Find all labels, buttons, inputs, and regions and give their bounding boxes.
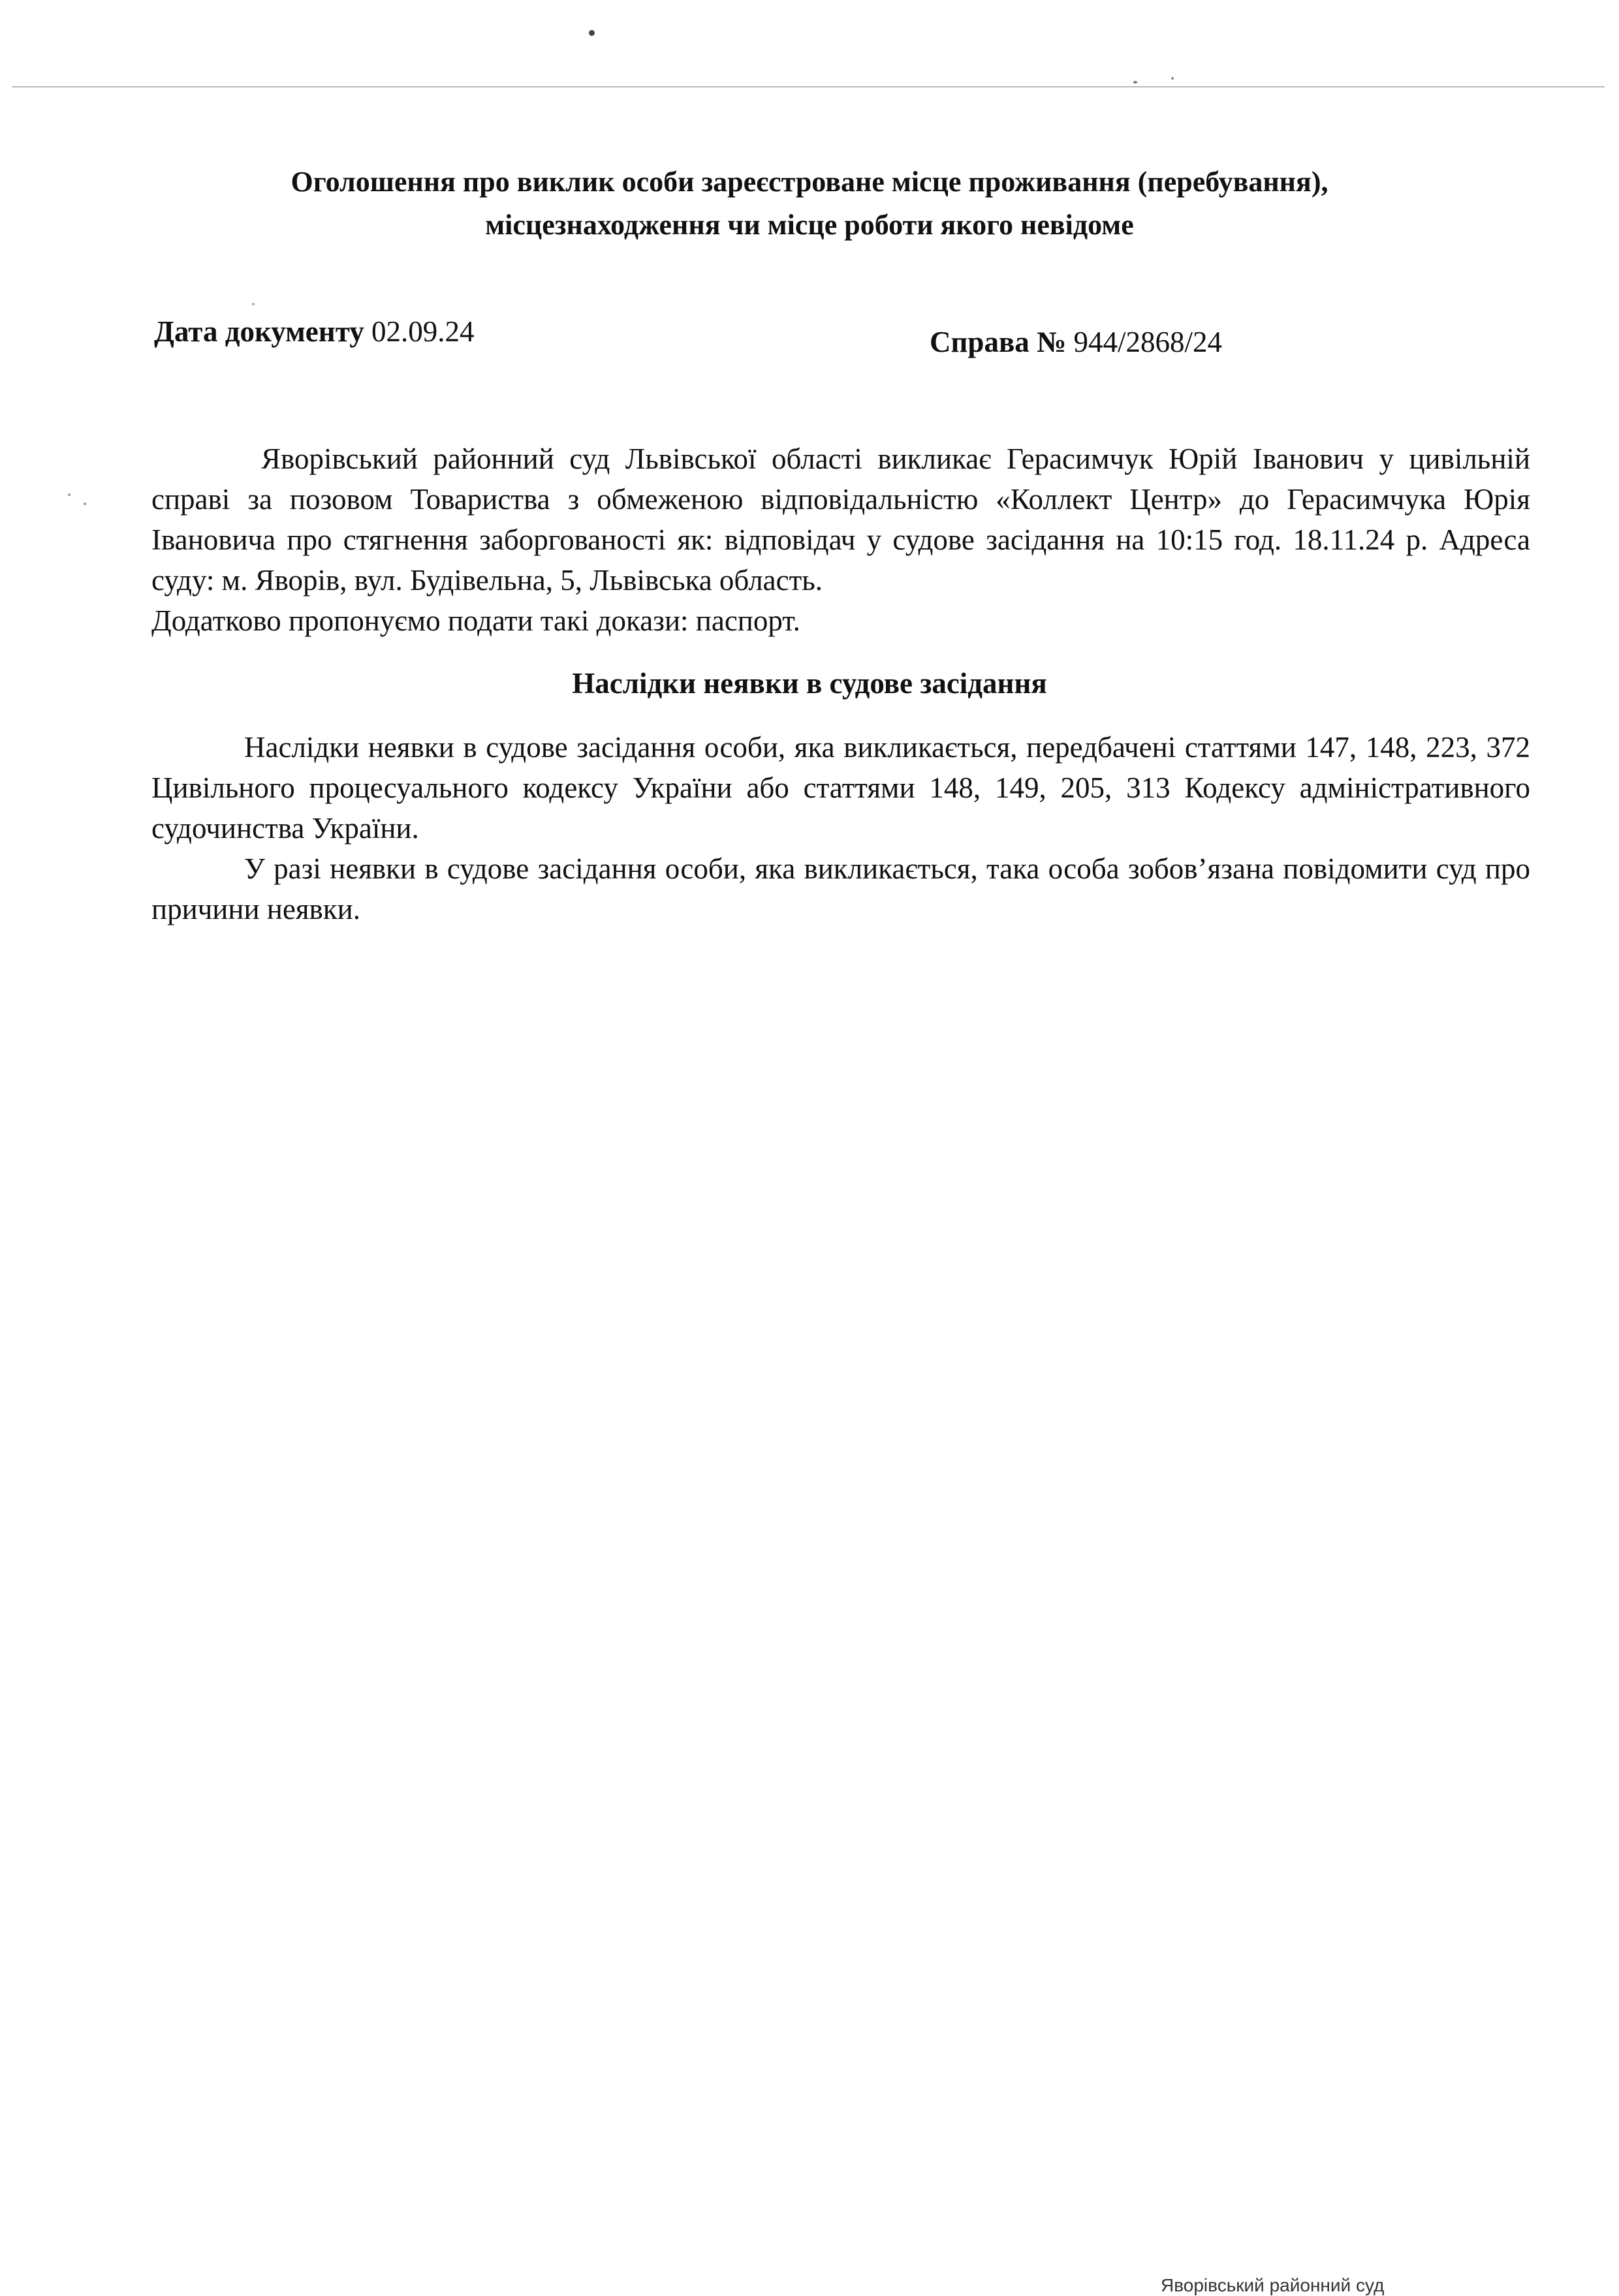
document-meta bbox=[154, 315, 1525, 360]
scan-speck bbox=[68, 493, 71, 496]
case-number bbox=[930, 325, 1222, 359]
date-value: 02.09.24 bbox=[371, 315, 475, 348]
date-label: Дата документу bbox=[154, 315, 364, 348]
notify-court-paragraph: У разі неявки в судове засідання особи, яка викликається, така особа зобов’язана повідомити суд про причини неявки. bbox=[151, 852, 1530, 925]
scan-speck bbox=[1171, 77, 1174, 80]
summons-paragraph: Яворівський районний суд Львівської області викликає Герасимчук Юрій Іванович у цивільній справі за позовом Товариства з обмеженою відповідальністю «Коллект Центр» до Герасимчука Юрія Івановича про стягнення заборгованості як: відповідач у судове засідання на 10:15 год. 18.11.24 р. Адреса суду: м. Яворів, вул. Будівельна, 5, Львівська область. bbox=[151, 442, 1530, 597]
document-title bbox=[157, 161, 1462, 247]
scan-speck bbox=[589, 30, 595, 36]
scan-speck bbox=[84, 503, 86, 505]
case-label: Справа № bbox=[930, 326, 1067, 358]
scan-speck bbox=[252, 303, 255, 305]
scan-speck bbox=[1133, 81, 1137, 84]
consequences-paragraph: Наслідки неявки в судове засідання особи, яка викликається, передбачені статтями 147, 148, 223, 372 Цивільного процесуального кодексу України або статтями 148, 149, 205, 313 Кодексу адміністративного судочинства України. bbox=[151, 731, 1530, 845]
evidence-paragraph: Додатково пропонуємо подати такі докази: паспорт. bbox=[151, 604, 800, 637]
document-date bbox=[154, 315, 474, 349]
scan-edge-line bbox=[12, 86, 1605, 87]
consequences-heading: Наслідки неявки в судове засідання bbox=[572, 667, 1047, 700]
title-line-2: місцезнаходження чи місце роботи якого невідоме bbox=[485, 209, 1134, 241]
footer-court-fragment: Яворівський районний суд bbox=[1161, 2275, 1385, 2295]
case-value: 944/2868/24 bbox=[1073, 326, 1222, 358]
title-line-1: Оголошення про виклик особи зареєстроване місце проживання (перебування), bbox=[291, 166, 1328, 198]
